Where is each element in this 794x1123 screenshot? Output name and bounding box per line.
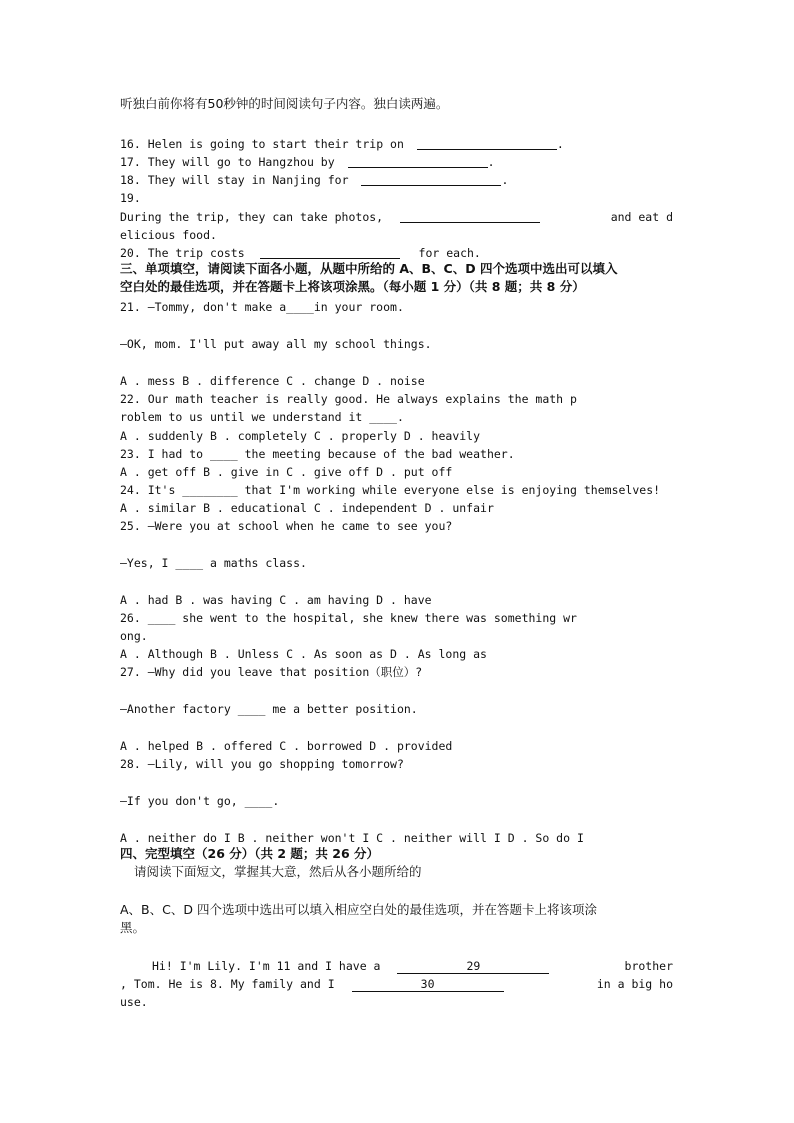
question-27: 27. —Why did you leave that position（职位）? <box>120 665 423 679</box>
question-28-options: A . neither do I B . neither won't I C . neither will I D . So do I <box>120 831 584 845</box>
passage-text-tail: brother <box>624 959 673 973</box>
passage-line1 <box>120 959 673 974</box>
question-27-reply: —Another factory ____ me a better position. <box>120 702 418 716</box>
question-number: 18. <box>120 173 141 187</box>
passage-line3: use. <box>120 995 148 1009</box>
question-26-options: A . Although B . Unless C . As soon as D . As long as <box>120 647 487 661</box>
question-text: Helen is going to start their trip on <box>147 137 404 151</box>
question-text-tail: for each. <box>418 246 481 260</box>
question-25-reply: —Yes, I ____ a maths class. <box>120 556 307 570</box>
question-text-tail: and eat d <box>610 210 673 224</box>
question-25-options: A . had B . was having C . am having D . have <box>120 593 432 607</box>
section3-title-line1: 三、单项填空，请阅读下面各小题，从题中所给的 A、B、C、D 四个选项中选出可以填入 <box>120 262 618 276</box>
question-22-cont: roblem to us until we understand it ____. <box>120 410 404 424</box>
section4-instruction: 请阅读下面短文，掌握其大意，然后从各小题所给的 <box>134 865 422 879</box>
section4-instruction-end: 黑。 <box>120 921 146 935</box>
answer-blank <box>260 246 400 259</box>
passage-text: , Tom. He is 8. My family and I <box>120 977 335 991</box>
question-16: 16. Helen is going to start their trip on . <box>120 137 564 151</box>
passage-text: Hi! I'm Lily. I'm 11 and I have a <box>152 959 381 973</box>
question-21: 21. —Tommy, don't make a____in your room. <box>120 300 404 314</box>
section4-title: 四、完型填空（26 分）（共 2 题；共 26 分） <box>120 847 379 861</box>
question-text: During the trip, they can take photos, <box>120 210 384 224</box>
question-text: The trip costs <box>147 246 245 260</box>
question-21-options: A . mess B . difference C . change D . noise <box>120 374 425 388</box>
question-number: 17. <box>120 155 141 169</box>
question-24-options: A . similar B . educational C . independent D . unfair <box>120 501 494 515</box>
question-25: 25. —Were you at school when he came to see you? <box>120 519 453 533</box>
question-19-number: 19. <box>120 191 141 205</box>
question-28: 28. —Lily, will you go shopping tomorrow? <box>120 757 404 771</box>
answer-blank <box>361 173 501 186</box>
section3-title-line2: 空白处的最佳选项，并在答题卡上将该项涂黑。（每小题 1 分）（共 8 题；共 8 分） <box>120 280 585 294</box>
question-text: They will stay in Nanjing for <box>147 173 349 187</box>
question-22: 22. Our math teacher is really good. He always explains the math p <box>120 392 577 406</box>
question-24: 24. It's ________ that I'm working while everyone else is enjoying themselves! <box>120 483 661 497</box>
question-20 <box>120 246 673 260</box>
question-19 <box>120 210 673 224</box>
question-23-options: A . get off B . give in C . give off D . put off <box>120 465 453 479</box>
question-26: 26. ____ she went to the hospital, she knew there was something wr <box>120 611 577 625</box>
answer-blank <box>417 137 557 150</box>
answer-blank <box>348 155 488 168</box>
question-23: 23. I had to ____ the meeting because of the bad weather. <box>120 447 515 461</box>
question-21-reply: —OK, mom. I'll put away all my school things. <box>120 337 432 351</box>
listening-intro: 听独白前你将有50秒钟的时间阅读句子内容。独白读两遍。 <box>120 97 449 111</box>
answer-blank <box>400 210 540 223</box>
question-26-cont: ong. <box>120 629 148 643</box>
question-28-reply: —If you don't go, ____. <box>120 794 280 808</box>
blank-29: 29 <box>397 959 549 974</box>
question-18: 18. They will stay in Nanjing for . <box>120 173 509 187</box>
blank-30: 30 <box>352 977 504 992</box>
section4-instruction-cont: A、B、C、D 四个选项中选出可以填入相应空白处的最佳选项，并在答题卡上将该项涂 <box>120 903 597 917</box>
question-27-options: A . helped B . offered C . borrowed D . provided <box>120 739 453 753</box>
question-17: 17. They will go to Hangzhou by . <box>120 155 495 169</box>
question-number: 20. <box>120 246 141 260</box>
passage-text-tail: in a big ho <box>596 977 673 991</box>
question-19-cont: elicious food. <box>120 228 217 242</box>
question-22-options: A . suddenly B . completely C . properly D . heavily <box>120 429 481 443</box>
question-number: 16. <box>120 137 141 151</box>
question-text: They will go to Hangzhou by <box>147 155 335 169</box>
passage-line2 <box>120 977 673 992</box>
